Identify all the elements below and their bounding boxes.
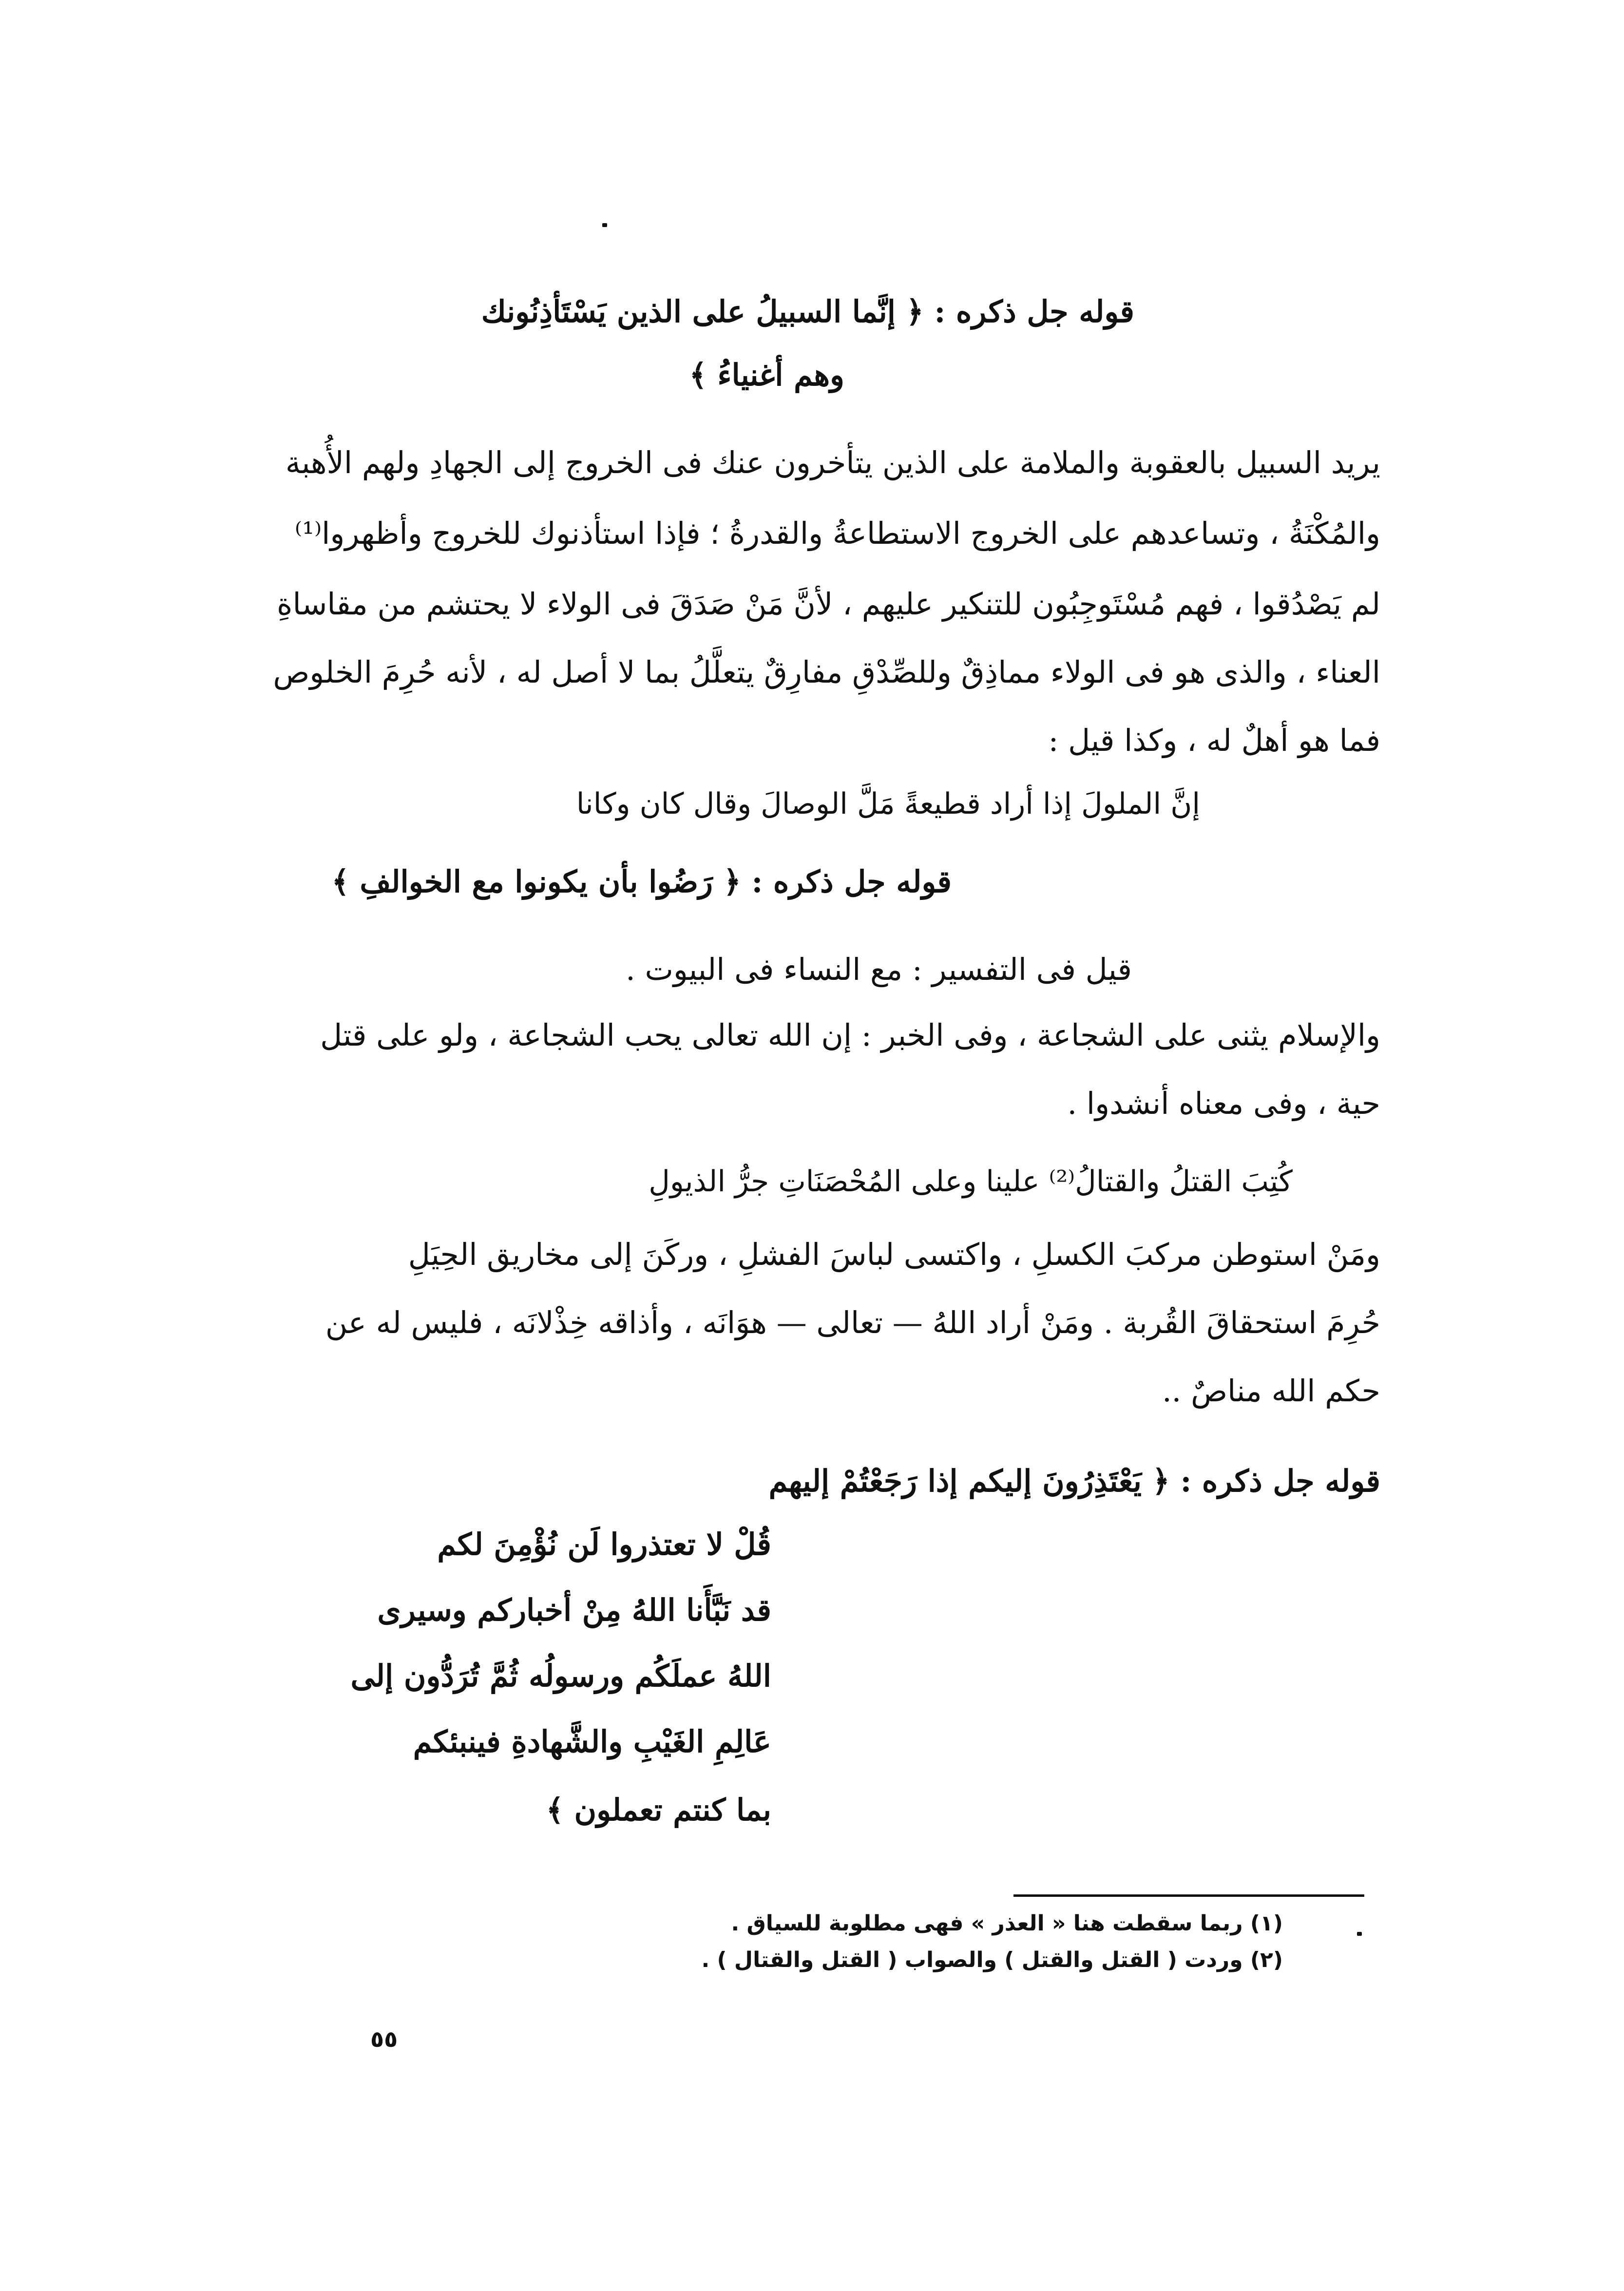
ink-speck (1357, 1932, 1362, 1936)
commentary-line: لم يَصْدُقوا ، فهم مُسْتَوجِبُون للتنكير عليهم ، لأنَّ مَنْ صَدَقَ فى الولاء لا يحتشم من مقاساةِ (276, 586, 1380, 622)
commentary-line: ومَنْ استوطن مركبَ الكسلِ ، واكتسى لباسَ الفشلِ ، وركَنَ إلى مخاريق الحِيَلِ (408, 1237, 1380, 1272)
footnote-1: (١) ربما سقطت هنا « العذر » فهى مطلوبة للسياق . (731, 1911, 1283, 1936)
commentary-line: والمُكْنَةُ ، وتساعدهم على الخروج الاستطاعةُ والقدرةُ ؛ فإذا استأذنوك للخروج وأظهروا⁽¹⁾ (294, 515, 1380, 551)
verse-heading-3-line: عَالِمِ الغَيْبِ والشَّهادةِ فينبئكم (413, 1724, 771, 1759)
commentary-line: حية ، وفى معناه أنشدوا . (1067, 1086, 1380, 1121)
verse-heading-1: قوله جل ذكره : ﴿ إنَّما السبيلُ على الذين يَسْتَأذِنُونك (481, 294, 1134, 329)
verse-heading-3-line: قد نَبَّأَنا اللهُ مِنْ أخباركم وسيرى (377, 1592, 771, 1628)
poetry-verse: كُتِبَ القتلُ والقتالُ⁽²⁾ علينا وعلى المُحْصَنَاتِ جرُّ الذيولِ (649, 1165, 1293, 1199)
commentary-line: حُرِمَ استحقاقَ القُربة . ومَنْ أراد اللهُ — تعالى — هوَانَه ، وأذاقه خِذْلانَه ، فليس له عن (325, 1305, 1380, 1340)
ink-speck (602, 223, 607, 227)
poetry-verse: إنَّ الملولَ إذا أراد قطيعةً مَلَّ الوصالَ وقال كان وكانا (576, 787, 1200, 821)
footnote-separator (1013, 1894, 1364, 1897)
commentary-line: والإسلام يثنى على الشجاعة ، وفى الخبر : إن الله تعالى يحب الشجاعة ، ولو على قتل (320, 1017, 1380, 1053)
commentary-line: العناء ، والذى هو فى الولاء مماذِقٌ وللصِّدْقِ مفارِقٌ يتعلَّلُ بما لا أصل له ، لأنه حُرِمَ الخلوص (273, 654, 1380, 690)
verse-heading-3-line: اللهُ عملَكُم ورسولُه ثُمَّ تُرَدُّون إلى (350, 1658, 771, 1694)
commentary-line: فما هو أهلٌ له ، وكذا قيل : (1048, 723, 1380, 758)
verse-heading-2: قوله جل ذكره : ﴿ رَضُوا بأن يكونوا مع الخوالفِ ﴾ (331, 864, 952, 899)
page-number: ٥٥ (370, 2026, 398, 2052)
verse-heading-3-line: بما كنتم تعملون ﴾ (546, 1792, 771, 1828)
verse-heading-3: قوله جل ذكره : ﴿ يَعْتَذِرُونَ إليكم إذا رَجَعْتُمْ إليهم (768, 1463, 1380, 1499)
verse-heading-3-line: قُلْ لا تعتذروا لَن نُؤْمِنَ لكم (437, 1527, 771, 1562)
footnote-2: (٢) وردت ( القتل والقتل ) والصواب ( القتل والقتال ) . (701, 1947, 1283, 1972)
verse-heading-1-continued: وهم أغنياءُ ﴾ (689, 357, 844, 393)
commentary-line: قيل فى التفسير : مع النساء فى البيوت . (626, 952, 1132, 987)
commentary-line: يريد السبيل بالعقوبة والملامة على الذين يتأخرون عنك فى الخروج إلى الجهادِ ولهم الأُهبة (285, 445, 1380, 480)
commentary-line: حكم الله مناصٌ .. (1162, 1373, 1380, 1409)
